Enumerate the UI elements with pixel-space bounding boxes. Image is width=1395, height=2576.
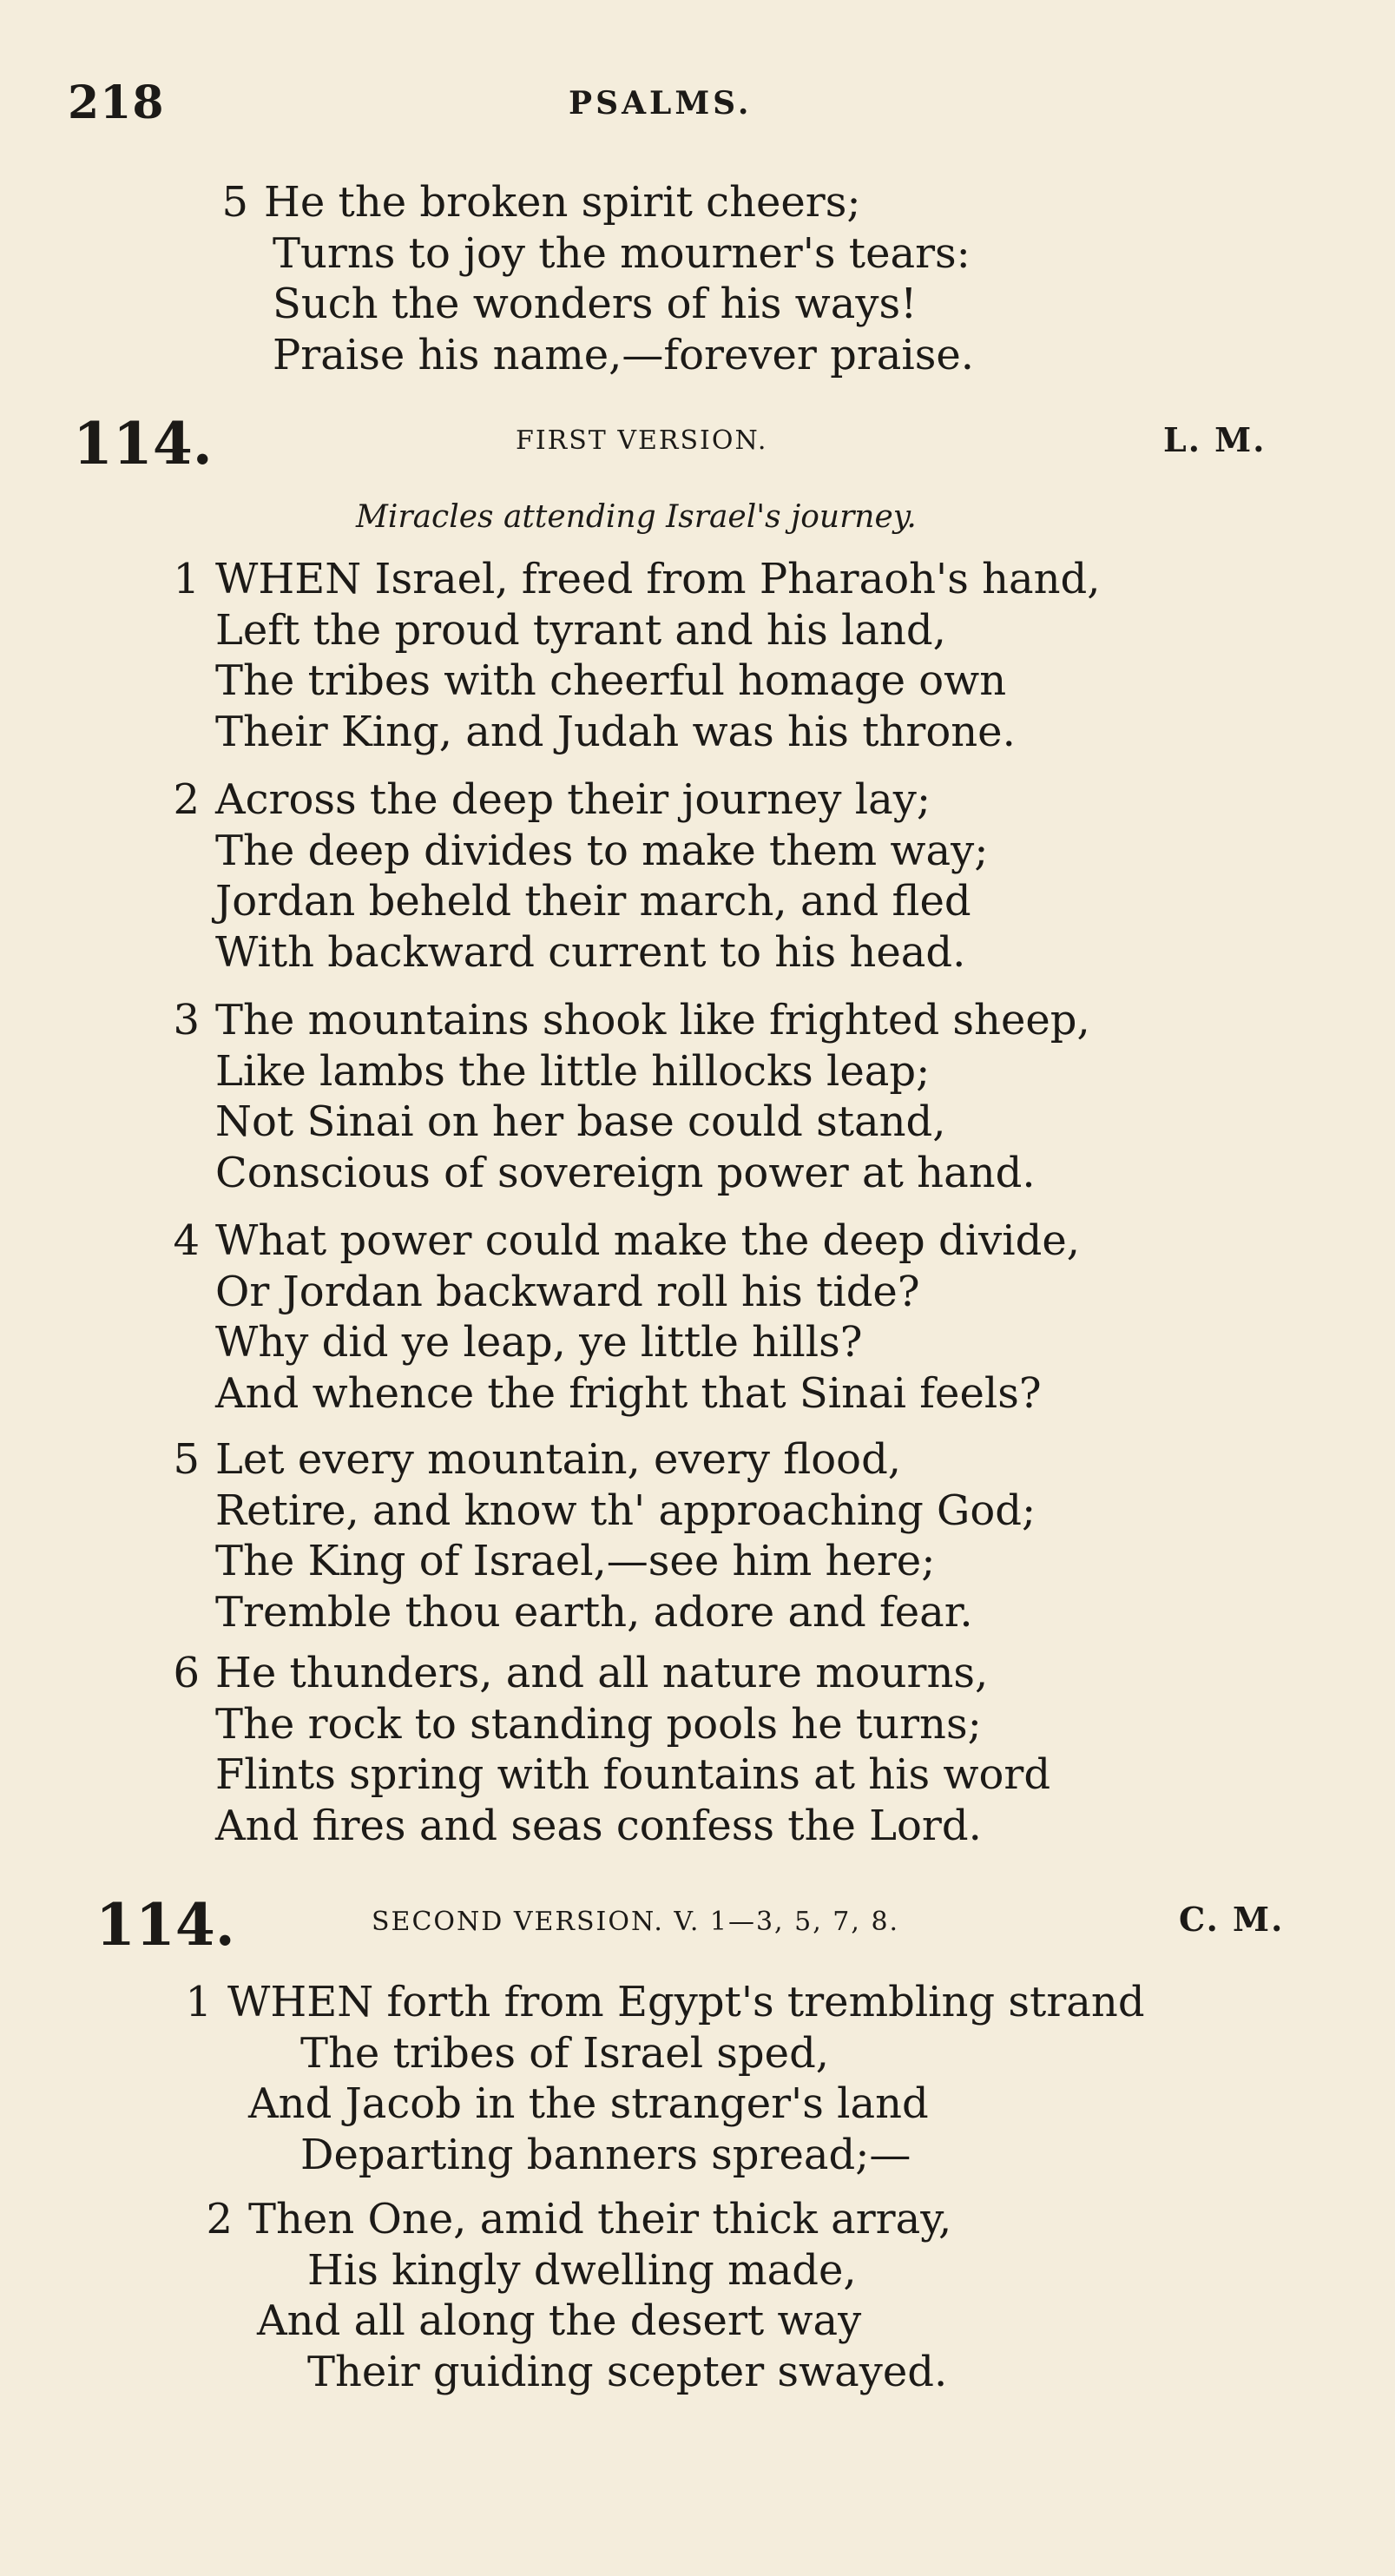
verse-line: Praise his name,—forever praise. <box>273 330 975 379</box>
stanza <box>148 554 1101 757</box>
stanza <box>148 1216 1080 1419</box>
verse-line: What power could make the deep divide, <box>215 1216 1080 1265</box>
verse-line: He the broken spirit cheers; <box>264 178 861 227</box>
verse-line: With backward current to his head. <box>215 927 966 977</box>
meter-label: C. M. <box>1179 1900 1285 1939</box>
verse-line: The tribes with cheerful homage own <box>215 656 1007 705</box>
verse-line: Flints spring with fountains at his word <box>215 1750 1051 1799</box>
verse-line: Tremble thou earth, adore and fear. <box>215 1587 973 1637</box>
verse-line: Jordan beheld their march, and fled <box>215 877 971 926</box>
verse-line: Or Jordan backward roll his tide? <box>215 1267 920 1316</box>
verse-line: And all along the desert way <box>257 2296 862 2345</box>
stanza <box>168 2194 951 2397</box>
hymn-subtitle: Miracles attending Israel's journey. <box>356 499 917 535</box>
version-label: FIRST VERSION. <box>516 425 768 456</box>
verse-line: The deep divides to make them way; <box>215 826 989 875</box>
stanza <box>148 1434 1036 1637</box>
verse-number: 2 <box>173 775 200 824</box>
verse-line: Not Sinai on her base could stand, <box>215 1097 946 1146</box>
verse-line: Let every mountain, every flood, <box>215 1435 902 1484</box>
verse-line: His kingly dwelling made, <box>307 2245 857 2295</box>
verse-line: Their King, and Judah was his throne. <box>215 707 1016 756</box>
verse-line: WHEN forth from Egypt's trembling strand <box>227 1978 1145 2026</box>
verse-line: Left the proud tyrant and his land, <box>215 605 946 655</box>
verse-line: Turns to joy the mourner's tears: <box>273 228 971 278</box>
verse-line: And fires and seas confess the Lord. <box>215 1801 982 1850</box>
stanza <box>168 1977 1145 2180</box>
verse-line: Why did ye leap, ye little hills? <box>215 1318 863 1367</box>
hymn-number: 114. <box>73 410 213 478</box>
stanza <box>148 774 988 978</box>
running-title: PSALMS. <box>569 85 753 122</box>
verse-line: The tribes of Israel sped, <box>300 2028 830 2078</box>
verse-line: Retire, and know th' approaching God; <box>215 1486 1036 1535</box>
verse-line: WHEN Israel, freed from Pharaoh's hand, <box>215 555 1101 603</box>
verse-line: Like lambs the little hillocks leap; <box>215 1046 931 1096</box>
verse-line: And Jacob in the stranger's land <box>248 2079 929 2128</box>
verse-number: 5 <box>173 1435 200 1484</box>
meter-label: L. M. <box>1163 420 1267 459</box>
verse-line: Conscious of sovereign power at hand. <box>215 1148 1036 1197</box>
stanza <box>148 1648 1050 1851</box>
verse-line: Then One, amid their thick array, <box>248 2195 952 2243</box>
verse-number: 4 <box>173 1216 200 1265</box>
verse-line: He thunders, and all nature mourns, <box>215 1649 989 1697</box>
verse-line: Their guiding scepter swayed. <box>307 2347 948 2396</box>
verse-line: Departing banners spread;— <box>300 2130 911 2179</box>
continued-stanza <box>214 177 974 380</box>
verse-number: 3 <box>173 996 200 1044</box>
verse-line: Across the deep their journey lay; <box>215 775 931 824</box>
verse-line: And whence the fright that Sinai feels? <box>215 1368 1042 1418</box>
verse-number: 6 <box>173 1649 200 1697</box>
verse-line: Such the wonders of his ways! <box>273 280 918 328</box>
verse-line: The mountains shook like frighted sheep, <box>215 996 1090 1044</box>
verse-number: 1 <box>173 555 200 603</box>
verse-line: The rock to standing pools he turns; <box>215 1699 982 1749</box>
verse-number: 2 <box>206 2195 233 2243</box>
verse-number: 5 <box>221 178 248 227</box>
verse-number: 1 <box>185 1978 212 2026</box>
page-number: 218 <box>68 76 165 129</box>
hymn-number: 114. <box>95 1891 235 1959</box>
verse-line: The King of Israel,—see him here; <box>215 1537 936 1585</box>
stanza <box>148 995 1090 1198</box>
version-label: SECOND VERSION. V. 1—3, 5, 7, 8. <box>372 1907 900 1937</box>
